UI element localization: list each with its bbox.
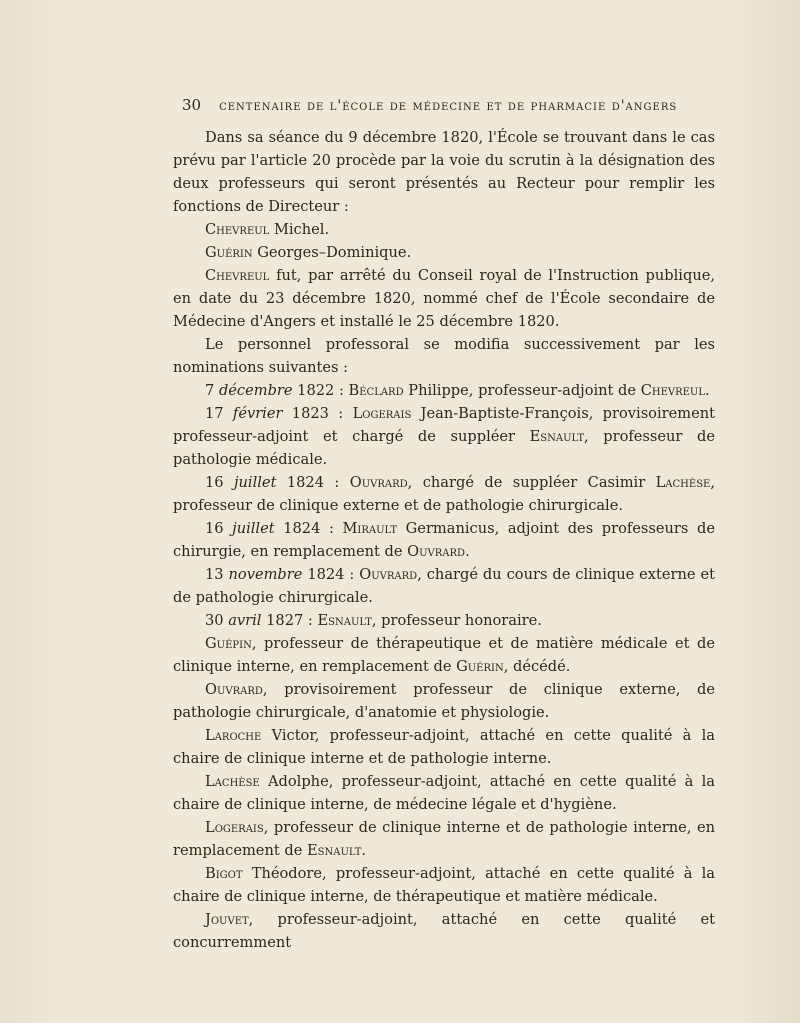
person-name: Laroche: [205, 727, 262, 744]
date-month: juillet: [234, 474, 277, 491]
running-title: centenaire de l'école de médecine et de pharmacie d'angers: [219, 98, 678, 114]
person-name: Esnault: [529, 428, 585, 445]
text-run: 7: [205, 382, 219, 399]
paragraph: [173, 816, 715, 862]
text-run: Philippe, professeur-adjoint de: [403, 382, 641, 399]
person-name: Mirault: [342, 520, 398, 537]
person-name: Ouvrard: [349, 474, 408, 491]
text-run: , chargé du cours de clinique externe et de pathologie chirurgicale.: [173, 566, 715, 606]
person-name: Guérin: [456, 658, 504, 675]
text-run: 1824 :: [302, 566, 360, 583]
text-run: 16: [205, 474, 234, 491]
person-name: Bigot: [205, 865, 243, 882]
person-name: Béclard: [348, 382, 404, 399]
text-run: , provisoirement professeur de clinique externe, de pathologie chirurgicale, d'anatomie et physiologie.: [173, 681, 715, 721]
paragraph: [173, 678, 715, 724]
text-run: Théodore, professeur-adjoint, attaché en cette qualité à la chaire de clinique interne, de thérapeutique et matière médicale.: [173, 865, 715, 905]
text-run: Dans sa séance du 9 décembre 1820, l'École se trouvant dans le cas prévu par l'article 20 procède par la voie du scrutin à la désignation des deux professeurs qui seront présentés au Recteur pour remplir les fonctions de Directeur :: [173, 129, 715, 215]
person-name: Logerais: [205, 819, 264, 836]
text-run: 1827 :: [261, 612, 318, 629]
person-name: Ouvrard: [205, 681, 263, 698]
page-number: 30: [182, 96, 202, 114]
text-run: , professeur honoraire.: [371, 612, 542, 629]
person-name: Esnault: [306, 842, 362, 859]
date-month: décembre: [218, 382, 293, 399]
person-name: Logerais: [352, 405, 412, 422]
date-month: juillet: [232, 520, 275, 537]
paragraph: [173, 632, 715, 678]
person-name: Lachèse: [655, 474, 711, 491]
paragraph: [173, 770, 715, 816]
person-name: Chevreul: [640, 382, 705, 399]
date-month: novembre: [228, 566, 303, 583]
person-name: Guérin: [205, 244, 253, 261]
paragraph: [173, 908, 715, 954]
paragraph: [173, 609, 715, 632]
text-run: fut, par arrêté du Conseil royal de l'Instruction publique, en date du 23 décembre 1820, nommé chef de l'École secondaire de Médecine d'Angers et installé le 25 décembre 1820.: [173, 267, 715, 330]
paragraph: [173, 862, 715, 908]
body-text: [173, 126, 715, 954]
person-name: Ouvrard: [407, 543, 466, 560]
text-run: Michel.: [269, 221, 330, 238]
paragraph: [173, 126, 715, 218]
text-run: 1824 :: [276, 474, 350, 491]
text-run: 30: [205, 612, 229, 629]
person-name: Guépin: [205, 635, 252, 652]
text-run: Adolphe, professeur-adjoint, attaché en cette qualité à la chaire de clinique interne, de médecine légale et d'hygiène.: [173, 773, 715, 813]
text-run: , professeur de pathologie médicale.: [173, 428, 715, 468]
text-run: 1824 :: [274, 520, 343, 537]
text-run: 13: [205, 566, 229, 583]
text-run: , décédé.: [503, 658, 571, 675]
text-run: .: [361, 842, 367, 859]
text-run: 17: [205, 405, 233, 422]
text-run: .: [465, 543, 470, 560]
paragraph: [173, 471, 715, 517]
paragraph: [173, 724, 715, 770]
paragraph: [173, 379, 715, 402]
paragraph: [173, 218, 715, 241]
person-name: Esnault: [317, 612, 372, 629]
text-run: Le personnel professoral se modifia successivement par les nominations suivantes :: [173, 336, 715, 376]
text-run: 16: [205, 520, 233, 537]
person-name: Ouvrard: [359, 566, 418, 583]
paragraph: [173, 241, 715, 264]
text-run: , professeur de clinique interne et de pathologie interne, en remplacement de: [173, 819, 715, 859]
person-name: Lachèse: [205, 773, 260, 790]
date-month: février: [232, 405, 283, 422]
text-run: Germanicus, adjoint des professeurs de chirurgie, en remplacement de: [173, 520, 715, 560]
person-name: Chevreul: [205, 267, 270, 284]
person-name: Chevreul: [205, 221, 270, 238]
text-run: , professeur de clinique externe et de pathologie chirurgicale.: [173, 474, 715, 514]
paragraph: [173, 264, 715, 333]
paragraph: [173, 563, 715, 609]
text-run: Jean-Baptiste-François, provisoirement professeur-adjoint et chargé de suppléer: [173, 405, 715, 445]
text-run: Victor, professeur-adjoint, attaché en cette qualité à la chaire de clinique interne et de pathologie interne.: [173, 727, 715, 767]
text-run: 1822 :: [292, 382, 349, 399]
text-run: , professeur de thérapeutique et de matière médicale et de clinique interne, en remplacement de: [173, 635, 715, 675]
text-run: , professeur-adjoint, attaché en cette qualité et concurremment: [173, 911, 715, 951]
paragraph: [173, 333, 715, 379]
page-header: [182, 96, 702, 114]
text-run: .: [705, 382, 710, 399]
paragraph: [173, 402, 715, 471]
text-run: 1823 :: [282, 405, 353, 422]
paragraph: [173, 517, 715, 563]
person-name: Jouvet: [205, 911, 249, 928]
text-run: Georges–Dominique.: [252, 244, 412, 261]
date-month: avril: [228, 612, 262, 629]
text-run: , chargé de suppléer Casimir: [407, 474, 656, 491]
